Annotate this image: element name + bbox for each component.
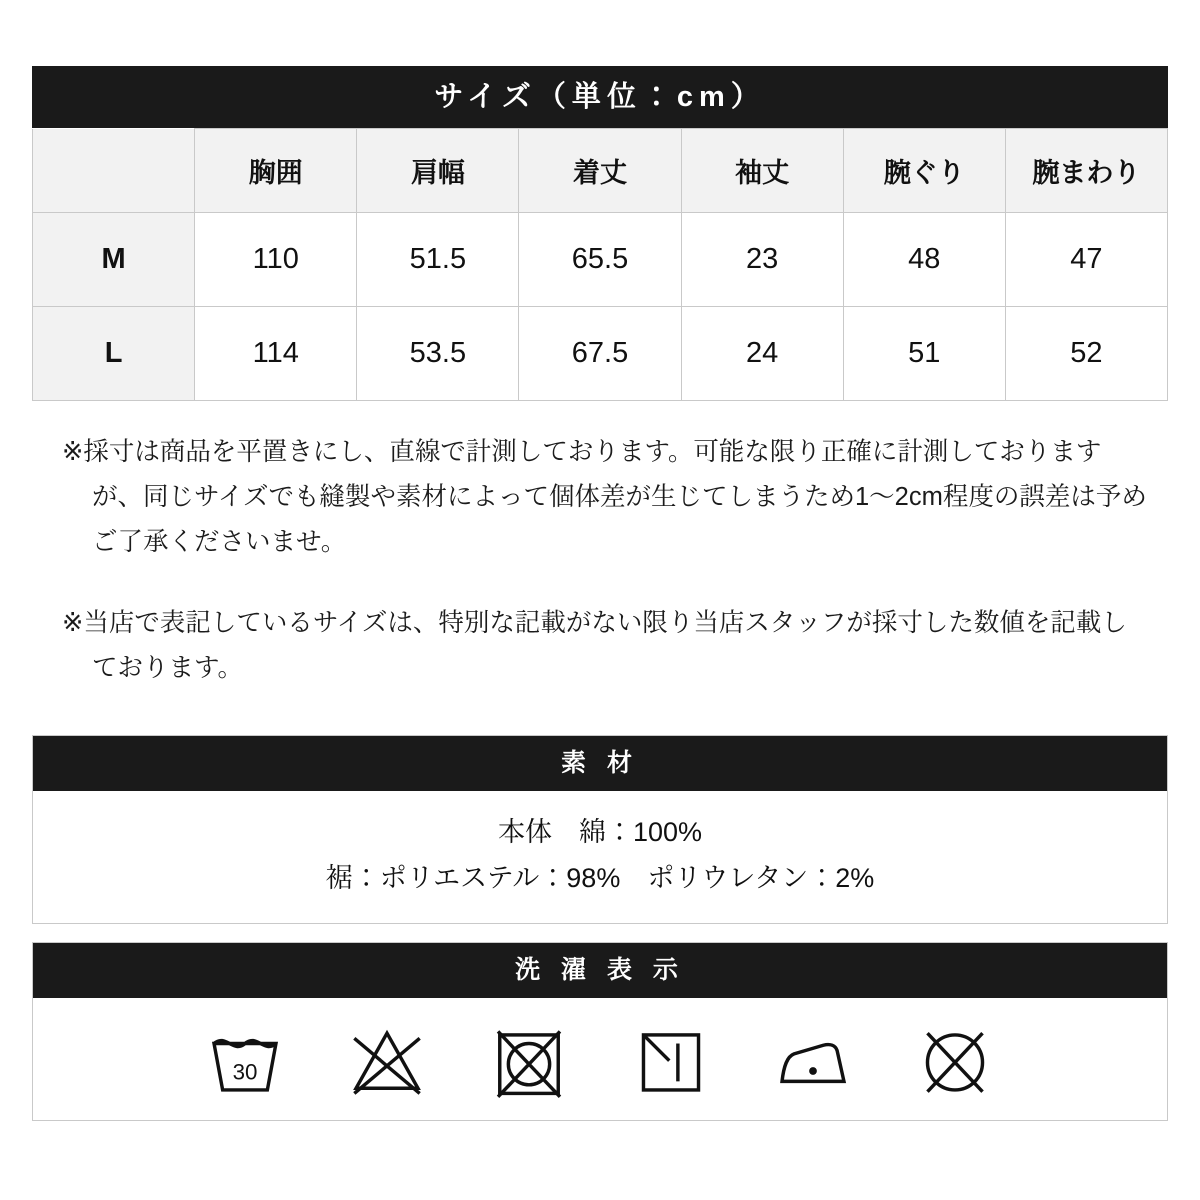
size-col-armhole: 腕ぐり — [843, 129, 1005, 213]
size-col-bust: 胸囲 — [195, 129, 357, 213]
size-col-sleeve: 袖丈 — [681, 129, 843, 213]
wash-care-icons — [33, 998, 1167, 1120]
size-m-armhole: 48 — [843, 213, 1005, 307]
size-l-armhole: 51 — [843, 307, 1005, 401]
size-col-length: 着丈 — [519, 129, 681, 213]
table-row — [33, 307, 1168, 401]
table-row — [33, 213, 1168, 307]
no-tumble-dry-icon — [486, 1016, 572, 1102]
size-l-shoulder: 53.5 — [357, 307, 519, 401]
wash-care-title: 洗 濯 表 示 — [33, 943, 1167, 998]
note-staff-measured: ※当店で表記しているサイズは、特別な記載がない限り当店スタッフが採寸した数値を記載しております。 — [62, 609, 1127, 682]
no-bleach-icon — [344, 1016, 430, 1102]
size-table-title: サイズ（単位：cm） — [32, 66, 1168, 128]
machine-wash-temp-label: 30 — [232, 1059, 258, 1085]
size-m-arm-circumference: 47 — [1005, 213, 1167, 307]
size-table-corner-cell — [33, 129, 195, 213]
size-m-bust: 110 — [195, 213, 357, 307]
material-title: 素 材 — [33, 736, 1167, 791]
material-body — [33, 791, 1167, 923]
iron-low-icon — [770, 1016, 856, 1102]
size-l-bust: 114 — [195, 307, 357, 401]
note-measurement-tolerance: ※採寸は商品を平置きにし、直線で計測しております。可能な限り正確に計測しておりますが、同じサイズでも縫製や素材によって個体差が生じてしまうため1〜2cm程度の誤差は予めご了承くださいませ。 — [62, 438, 1147, 556]
size-table-section — [32, 66, 1168, 401]
size-table-header-row — [33, 129, 1168, 213]
size-l-length: 67.5 — [519, 307, 681, 401]
size-table — [32, 128, 1168, 401]
material-line-hem: 裾：ポリエステル：98% ポリウレタン：2% — [325, 863, 875, 893]
size-row-label-l: L — [33, 307, 195, 401]
size-l-sleeve: 24 — [681, 307, 843, 401]
size-m-sleeve: 23 — [681, 213, 843, 307]
size-col-arm-circumference: 腕まわり — [1005, 129, 1167, 213]
material-section — [32, 735, 1168, 924]
machine-wash-30-icon — [202, 1016, 288, 1102]
size-m-length: 65.5 — [519, 213, 681, 307]
size-col-shoulder: 肩幅 — [357, 129, 519, 213]
material-line-body: 本体 綿：100% — [497, 817, 703, 847]
size-row-label-m: M — [33, 213, 195, 307]
drip-dry-in-shade-icon — [628, 1016, 714, 1102]
wash-care-section — [32, 942, 1168, 1121]
measurement-notes — [62, 430, 1147, 727]
size-l-arm-circumference: 52 — [1005, 307, 1167, 401]
size-m-shoulder: 51.5 — [357, 213, 519, 307]
no-dry-clean-icon — [912, 1016, 998, 1102]
